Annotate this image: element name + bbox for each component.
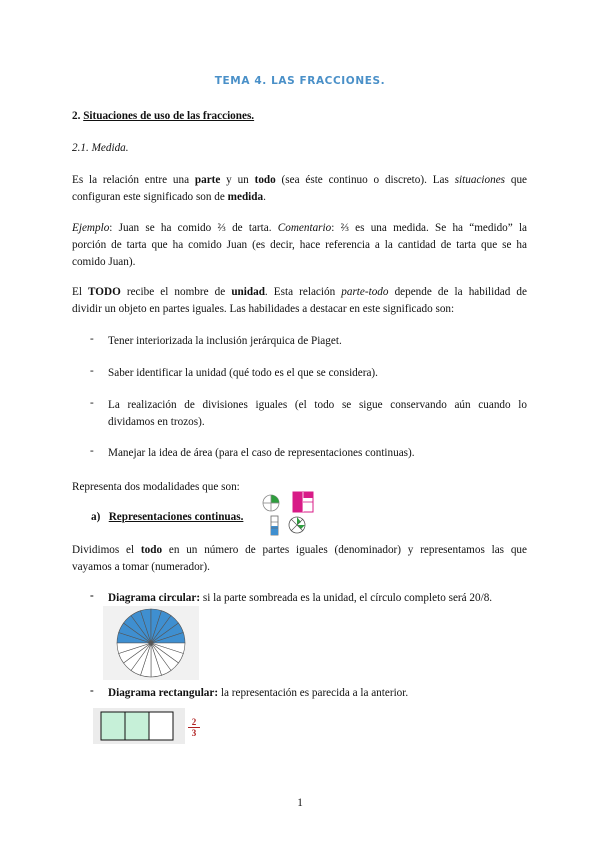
term-medida: medida bbox=[227, 191, 264, 203]
paragraph-definition: Es la relación entre una parte y un todo (sea éste continuo o discreto). Las situaciones que configuran este significado son de medida. bbox=[72, 174, 527, 203]
rectangular-diagram bbox=[93, 708, 185, 744]
list-item: Diagrama circular: si la parte sombreada es la unidad, el círculo completo será 20/8. bbox=[108, 592, 493, 604]
list-item: Diagrama rectangular: la representación es parecida a la anterior. bbox=[108, 687, 409, 699]
label-diagrama-rectangular: Diagrama rectangular: bbox=[108, 687, 219, 699]
fraction-label bbox=[188, 717, 200, 738]
label-comentario: Comentario bbox=[277, 222, 332, 234]
term-unidad: unidad bbox=[231, 286, 265, 298]
list-dash: - bbox=[90, 365, 94, 377]
term-parte-todo: parte-todo bbox=[341, 286, 389, 298]
term-situaciones: situaciones bbox=[454, 174, 506, 186]
label-diagrama-circular: Diagrama circular: bbox=[108, 592, 201, 604]
section-title: Situaciones de uso de las fracciones. bbox=[83, 110, 255, 122]
paragraph-unidad: El TODO recibe el nombre de unidad. Esta relación parte-todo depende de la habilidad de dividir un objeto en partes iguales. Las habilidades a destacar en este significado son: bbox=[72, 286, 527, 315]
small-star-fraction-icon bbox=[286, 514, 308, 536]
fraction-two-thirds: ⅔ bbox=[217, 222, 226, 234]
subsection-heading: 2.1. Medida. bbox=[72, 142, 129, 154]
section-heading bbox=[72, 108, 527, 125]
list-dash: - bbox=[90, 590, 94, 602]
paragraph-dividimos: Dividimos el todo en un número de partes iguales (denominador) y representamos las que vayamos a tomar (numerador). bbox=[72, 544, 527, 573]
small-bar-fraction-icon bbox=[268, 515, 282, 537]
list-item: Manejar la idea de área (para el caso de representaciones continuas). bbox=[108, 447, 415, 459]
rect-part-shaded bbox=[101, 712, 125, 740]
list-dash: - bbox=[90, 397, 94, 409]
subheading-continuous: a) Representaciones continuas. bbox=[91, 511, 244, 523]
page-title: TEMA 4. LAS FRACCIONES. bbox=[214, 75, 386, 87]
list-dash: - bbox=[90, 333, 94, 345]
list-item: La realización de divisiones iguales (el todo se sigue conservando aún cuando lo dividamos en trozos). bbox=[108, 399, 527, 428]
fraction-denominator: 3 bbox=[191, 728, 197, 738]
small-square-fraction-icon bbox=[292, 491, 316, 513]
list-item: Saber identificar la unidad (qué todo es el que se considera). bbox=[108, 367, 378, 379]
paragraph-modalidades: Representa dos modalidades que son: bbox=[72, 481, 240, 493]
term-todo: todo bbox=[254, 174, 276, 186]
term-parte: parte bbox=[194, 174, 221, 186]
small-circle-fraction-icon bbox=[260, 493, 282, 513]
term-todo-caps: TODO bbox=[88, 286, 121, 298]
label-ejemplo: Ejemplo bbox=[72, 222, 110, 234]
rect-part-shaded bbox=[125, 712, 149, 740]
list-item: Tener interiorizada la inclusión jerárquica de Piaget. bbox=[108, 335, 342, 347]
rect-part-empty bbox=[149, 712, 173, 740]
term-todo: todo bbox=[140, 544, 163, 556]
list-dash: - bbox=[90, 445, 94, 457]
paragraph-example: Ejemplo: Juan se ha comido ⅔ de tarta. Comentario: ⅔ es una medida. Se ha “medido” la porción de tarta que ha comido Juan (es decir, hace referencia a la cantidad de tarta que se ha comido Juan). bbox=[72, 222, 528, 268]
section-number: 2. bbox=[72, 110, 81, 122]
fraction-two-thirds: ⅔ bbox=[340, 222, 349, 234]
circular-diagram bbox=[103, 606, 199, 680]
fraction-numerator: 2 bbox=[188, 717, 200, 728]
list-dash: - bbox=[90, 685, 94, 697]
page-number: 1 bbox=[297, 797, 303, 809]
